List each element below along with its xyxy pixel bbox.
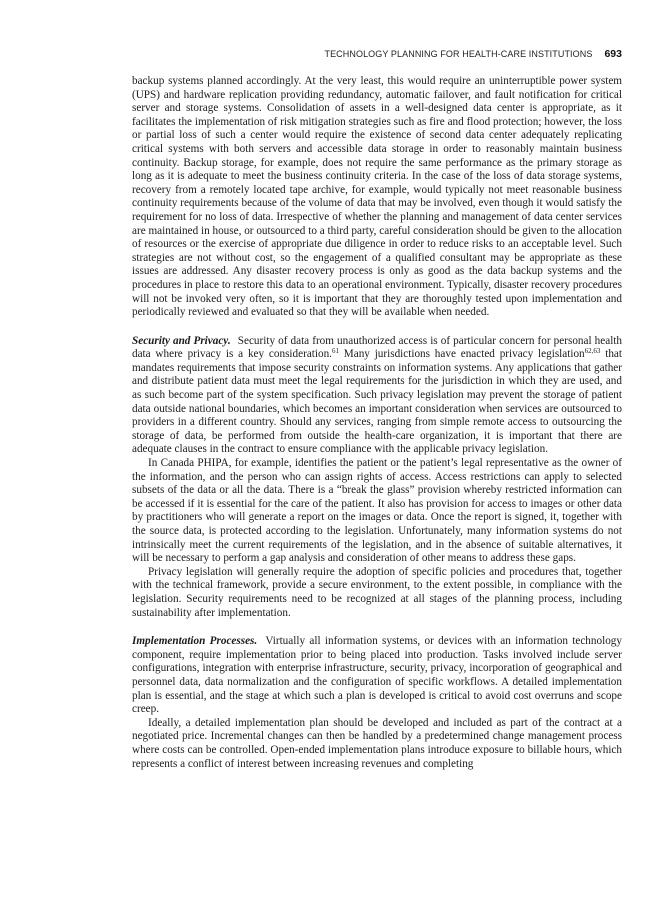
implementation-text-a: Virtually all information systems, or devices with an information technology component, require implementation prior to being placed into production. Tasks involved include server configurations, integration with enterprise infrastructure, security, privacy, incorporation of geographical and personnel data, data normalization and the configuration of specific workflows. A detailed implementation plan is essential, and the stage at which such a plan is developed is critical to avoid cost overruns and scope creep. [132,635,622,716]
security-text-a: Security of data from unauthorized access is of particular concern for personal health data where privacy is a key consideration. [132,334,623,361]
body-text [132,75,622,771]
section-heading-implementation: Implementation Processes. [132,635,258,648]
section-implementation [132,635,622,771]
running-head [132,48,622,62]
security-paragraph-2: In Canada PHIPA, for example, identifies the patient or the patient’s legal representative as the owner of the information, and the person who can assign rights of access. Access restrictions can apply to selected subsets of the data or all the data. There is a “break the glass” provision whereby restricted information can be accessed if it is essential for the care of the patient. It also has provision for access to images or other data by practitioners who will generate a report on the images or data. Once the report is signed, it, together with the source data, is protected according to the legislation. Unfortunately, many information systems do not intrinsically meet the current requirements of the legislation, and in the absence of suitable alternatives, it will be necessary to perform a gap analysis and consideration of other means to address these gaps. [132,457,622,565]
security-text-b: Many jurisdictions have enacted privacy legislation [338,348,585,361]
security-paragraph-1 [132,335,622,457]
reference-superscript: 61 [331,347,339,356]
reference-superscript: 62,63 [584,347,601,356]
implementation-paragraph-1 [132,635,622,717]
section-heading-security: Security and Privacy. [132,334,231,347]
security-text-c: that mandates requirements that impose security constraints on information systems. Any applications that gather and distribute patient data must meet the legal requirements for the jurisdiction in which they are used, and as such become part of the system specification. Such privacy legislation may prevent the storage of patient data outside national boundaries, which becomes an important consideration when services are outsourced to providers in a different country. Should any services, ranging from simple remote access to outsourcing the storage of data, be performed from outside the health-care organization, it is important that there are adequate clauses in the contract to ensure compliance with the applicable privacy legislation. [132,348,622,456]
implementation-paragraph-2: Ideally, a detailed implementation plan should be developed and included as part of the contract at a negotiated price. Incremental changes can then be handled by a predetermined change management process where costs can be controlled. Open-ended implementation plans introduce exposure to billable hours, which represents a conflict of interest between increasing revenues and completing [132,716,622,770]
intro-paragraph: backup systems planned accordingly. At the very least, this would require an uninterruptible power system (UPS) and hardware replication providing redundancy, automatic failover, and fault notification for critical server and storage systems. Consolidation of assets in a well-designed data center is appropriate, as it facilitates the implementation of risk mitigation strategies such as fire and flood protection; however, the loss or partial loss of such a center would require the existence of second data center adequately replicating critical systems with both servers and accessible data storage in order to reasonably maintain business continuity. Backup storage, for example, does not require the same performance as the primary storage as long as it is adequate to meet the business continuity criteria. In the case of the loss of data storage systems, recovery from a remotely located tape archive, for example, would typically not meet reasonable business continuity requirements because of the volume of data that may be involved, even though it would satisfy the requirement for no loss of data. Irrespective of whether the planning and management of data center services are maintained in house, or outsourced to a third party, careful consideration should be given to the allocation of resources or the exercise of appropriate due diligence in order to reduce risks to an acceptable level. Such strategies are not without cost, so the engagement of a qualified consultant may be appropriate as these issues are addressed. Any disaster recovery process is only as good as the data backup systems and the procedures in place to restore this data to an operational environment. Typically, disaster recovery procedures will not be invoked very often, so it is important that they are thoroughly tested upon implementation and periodically reviewed and evaluated so that they will be available when needed. [132,75,622,319]
running-title: TECHNOLOGY PLANNING FOR HEALTH-CARE INSTITUTIONS [324,49,593,59]
page-number: 693 [604,48,622,60]
security-paragraph-3: Privacy legislation will generally require the adoption of specific policies and procedures that, together with the technical framework, provide a secure environment, to the extent possible, in compliance with the legislation. Security requirements need to be recognized at all stages of the planning process, including sustainability after implementation. [132,565,622,619]
section-security-privacy [132,335,622,620]
